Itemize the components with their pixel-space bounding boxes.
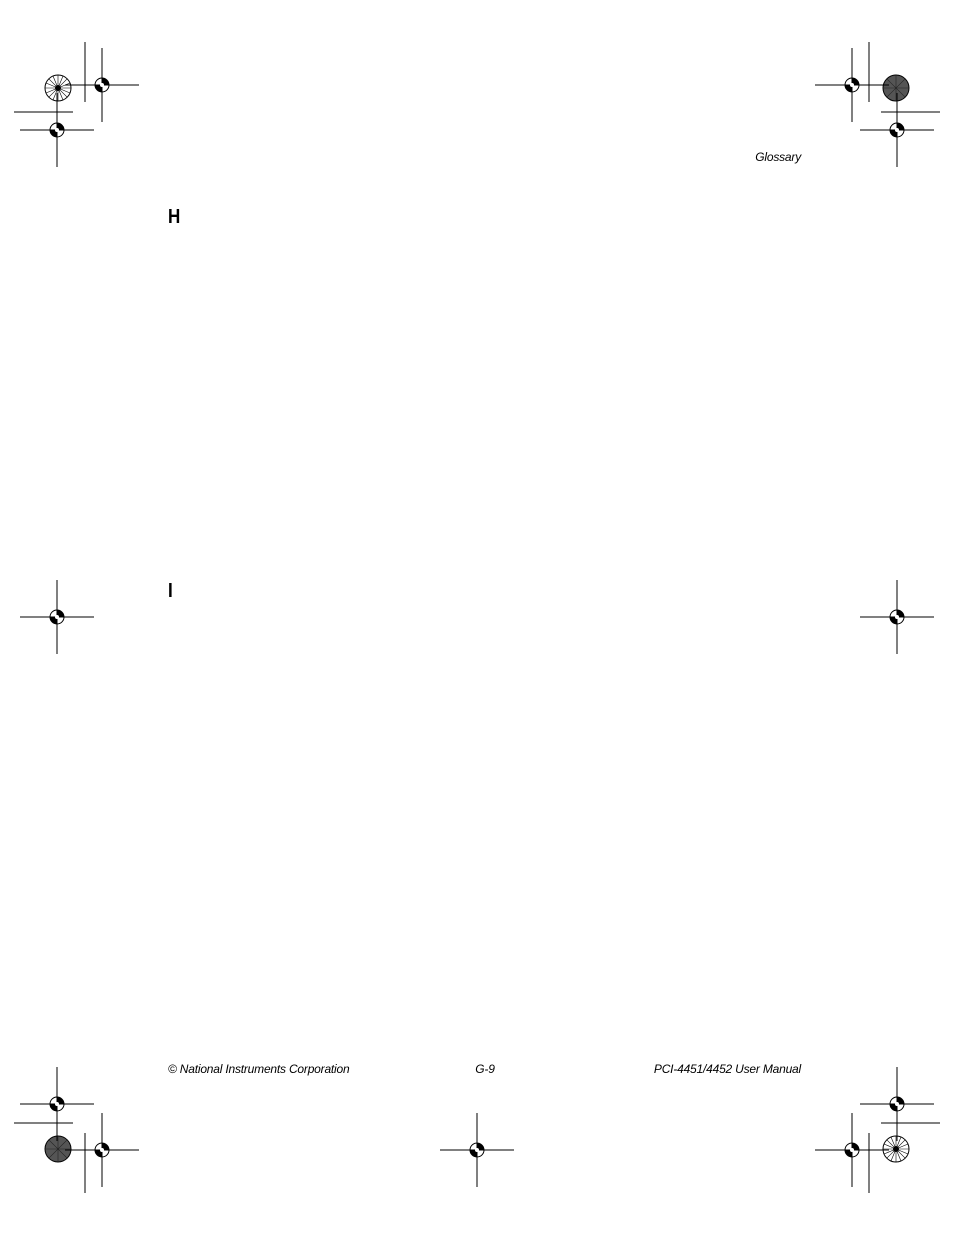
registration-mark — [860, 580, 934, 654]
running-header-title: Glossary — [755, 150, 801, 164]
section-letter-i: I — [168, 580, 173, 602]
registration-mark — [860, 93, 934, 167]
registration-mark — [20, 1067, 94, 1141]
color-bar-disc — [883, 75, 909, 101]
color-bar-disc — [883, 1136, 909, 1162]
footer-manual-title: PCI-4451/4452 User Manual — [653, 1062, 801, 1076]
footer-page-number: G-9 — [475, 1062, 495, 1076]
crop-marks — [14, 42, 940, 1193]
registration-mark — [65, 1113, 139, 1187]
color-bar-disc — [45, 1136, 71, 1162]
color-bar-disc — [45, 75, 71, 101]
registration-mark — [860, 1067, 934, 1141]
registration-mark — [440, 1113, 514, 1187]
footer-copyright: © National Instruments Corporation — [168, 1062, 350, 1076]
registration-mark — [815, 1113, 889, 1187]
registration-mark — [815, 48, 889, 122]
registration-mark — [20, 93, 94, 167]
section-letter-h: H — [168, 206, 181, 228]
registration-mark — [20, 580, 94, 654]
registration-mark — [65, 48, 139, 122]
